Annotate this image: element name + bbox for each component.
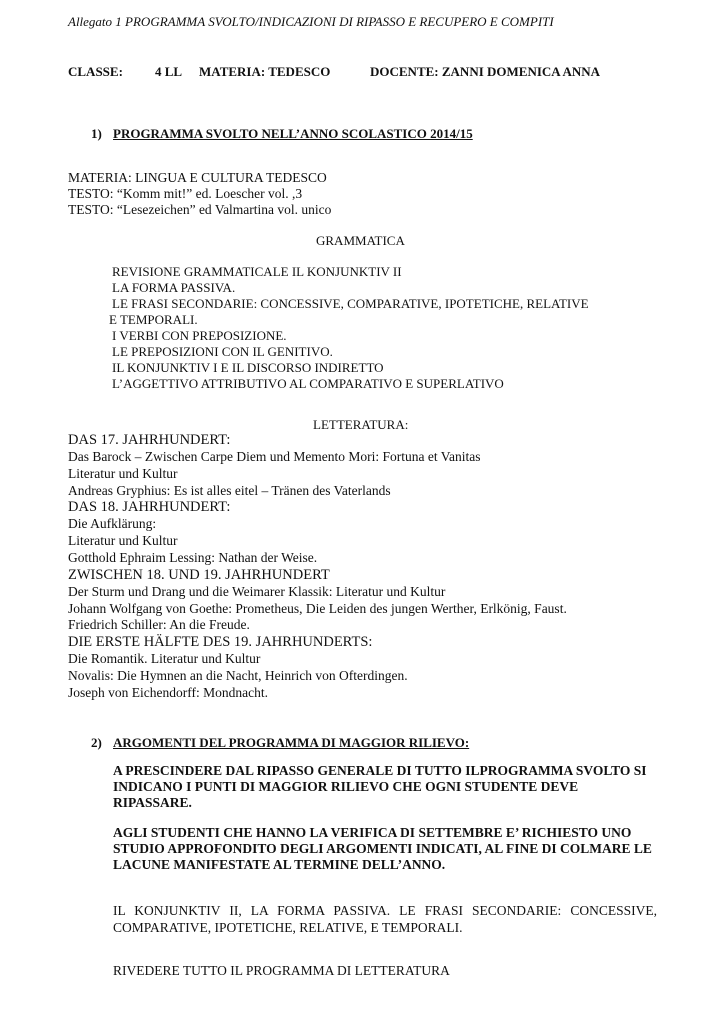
- section2-number: 2): [91, 735, 102, 750]
- literature-period: ZWISCHEN 18. UND 19. JAHRHUNDERT: [68, 566, 330, 583]
- grammar-item: REVISIONE GRAMMATICALE IL KONJUNKTIV II: [112, 264, 402, 279]
- key-topics-paragraph: IL KONJUNKTIV II, LA FORMA PASSIVA. LE FRASI SECONDARIE: CONCESSIVE, COMPARATIVE, IPOTETICHE, RELATIVE, E TEMPORALI.: [113, 903, 657, 935]
- section1-title: PROGRAMMA SVOLTO NELL’ANNO SCOLASTICO 2014/15: [113, 126, 473, 141]
- grammar-heading: GRAMMATICA: [316, 233, 405, 248]
- literature-line: Die Romantik. Literatur und Kultur: [68, 651, 261, 667]
- literature-line: Joseph von Eichendorff: Mondnacht.: [68, 684, 268, 700]
- teacher-label: DOCENTE: ZANNI DOMENICA ANNA: [370, 64, 601, 79]
- paragraph-line: LACUNE MANIFESTATE AL TERMINE DELL’ANNO.: [113, 857, 446, 872]
- grammar-item: E TEMPORALI.: [109, 312, 198, 327]
- grammar-item: IL KONJUNKTIV I E IL DISCORSO INDIRETTO: [112, 360, 384, 375]
- grammar-item: LE PREPOSIZIONI CON IL GENITIVO.: [112, 344, 333, 359]
- literature-line: Friedrich Schiller: An die Freude.: [68, 617, 250, 633]
- paragraph-line: INDICANO I PUNTI DI MAGGIOR RILIEVO CHE OGNI STUDENTE DEVE: [113, 779, 579, 794]
- literature-line: Johann Wolfgang von Goethe: Prometheus, Die Leiden des jungen Werther, Erlkönig, Faust.: [68, 600, 567, 616]
- literature-heading: LETTERATURA:: [313, 417, 409, 432]
- materials-line: TESTO: “Lesezeichen” ed Valmartina vol. unico: [68, 202, 332, 217]
- literature-line: Gotthold Ephraim Lessing: Nathan der Weise.: [68, 549, 318, 565]
- paragraph-line: AGLI STUDENTI CHE HANNO LA VERIFICA DI SETTEMBRE E’ RICHIESTO UNO: [113, 825, 632, 840]
- review-literature-line: RIVEDERE TUTTO IL PROGRAMMA DI LETTERATURA: [113, 963, 450, 978]
- september-exam-paragraph: [113, 825, 661, 873]
- document-header: Allegato 1 PROGRAMMA SVOLTO/INDICAZIONI DI RIPASSO E RECUPERO E COMPITI: [68, 14, 554, 29]
- paragraph-line: A PRESCINDERE DAL RIPASSO GENERALE DI TUTTO ILPROGRAMMA SVOLTO SI: [113, 763, 647, 778]
- literature-line: Literatur und Kultur: [68, 533, 178, 549]
- literature-line: Der Sturm und Drang und die Weimarer Klassik: Literatur und Kultur: [68, 583, 446, 599]
- literature-list: [68, 432, 567, 702]
- materials-list: [68, 170, 331, 218]
- grammar-item: I VERBI CON PREPOSIZIONE.: [112, 328, 287, 343]
- review-note-paragraph: [113, 763, 661, 811]
- grammar-item: L’AGGETTIVO ATTRIBUTIVO AL COMPARATIVO E SUPERLATIVO: [112, 376, 504, 391]
- grammar-item: LA FORMA PASSIVA.: [112, 280, 236, 295]
- literature-line: Die Aufklärung:: [68, 516, 157, 532]
- grammar-item: LE FRASI SECONDARIE: CONCESSIVE, COMPARATIVE, IPOTETICHE, RELATIVE: [112, 296, 589, 311]
- literature-line: Novalis: Die Hymnen an die Nacht, Heinrich von Ofterdingen.: [68, 667, 408, 683]
- literature-period: DIE ERSTE HÄLFTE DES 19. JAHRHUNDERTS:: [68, 634, 373, 651]
- subject-label: MATERIA: TEDESCO: [199, 64, 331, 79]
- grammar-list: [109, 264, 589, 392]
- section2-title: ARGOMENTI DEL PROGRAMMA DI MAGGIOR RILIEVO:: [113, 735, 470, 750]
- literature-line: Das Barock – Zwischen Carpe Diem und Memento Mori: Fortuna et Vanitas: [68, 449, 481, 464]
- materials-line: TESTO: “Komm mit!” ed. Loescher vol. ,3: [68, 186, 303, 201]
- class-value: 4 LL: [155, 64, 183, 79]
- literature-line: Andreas Gryphius: Es ist alles eitel – Tränen des Vaterlands: [68, 482, 391, 498]
- literature-line: Literatur und Kultur: [68, 465, 178, 481]
- literature-period: DAS 17. JAHRHUNDERT:: [68, 432, 231, 448]
- paragraph-line: STUDIO APPROFONDITO DEGLI ARGOMENTI INDICATI, AL FINE DI COLMARE LE: [113, 841, 652, 856]
- materials-line: MATERIA: LINGUA E CULTURA TEDESCO: [68, 170, 327, 185]
- class-label: CLASSE:: [68, 64, 123, 79]
- section1-number: 1): [91, 126, 102, 141]
- literature-period: DAS 18. JAHRHUNDERT:: [68, 499, 231, 516]
- paragraph-line: RIPASSARE.: [113, 795, 192, 810]
